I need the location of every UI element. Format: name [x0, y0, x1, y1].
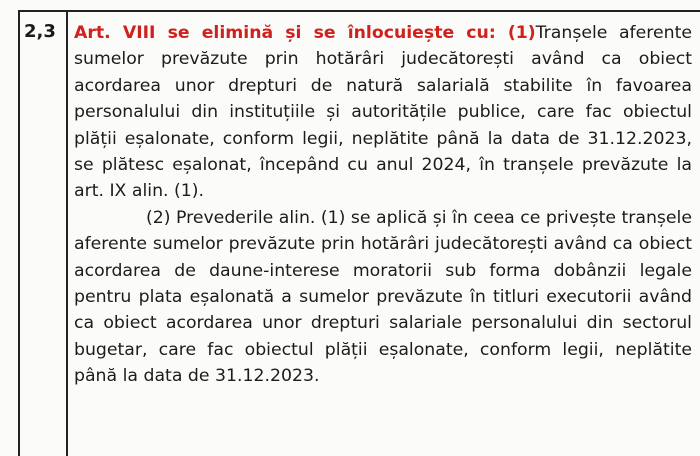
paragraph-2	[74, 205, 692, 390]
row-number: 2,3	[24, 21, 56, 42]
article-heading: Art. VIII se elimină și se înlocuiește cu: (1)	[74, 23, 536, 43]
paragraph-1	[74, 20, 692, 205]
row-number-cell	[20, 12, 68, 456]
paragraph-1-text: Tranșele aferente sumelor prevăzute prin hotărâri judecătorești având ca obiect acordarea unor drepturi de natură salarială stabilite în favoarea personalului din instituțiile și autoritățile publice, care fac obiectul plății eșalonate, conform legii, neplătite până la data de 31.12.2023, se plătesc eșalonat, începând cu anul 2024, în tranșele prevăzute la art. IX alin. (1).	[74, 23, 692, 202]
paragraph-2-text: (2) Prevederile alin. (1) se aplică și în ceea ce privește tranșele aferente sumelor prevăzute prin hotărâri judecătorești având ca obiect acordarea de daune-interese moratorii sub forma dobânzii legale pentru plata eșalonată a sumelor prevăzute în titluri executorii având ca obiect acordarea unor drepturi salariale personalului din sectorul bugetar, care fac obiectul plății eșalonate, conform legii, neplătite până la data de 31.12.2023.	[74, 207, 692, 387]
row-content	[74, 20, 692, 390]
amendment-table	[18, 10, 700, 456]
